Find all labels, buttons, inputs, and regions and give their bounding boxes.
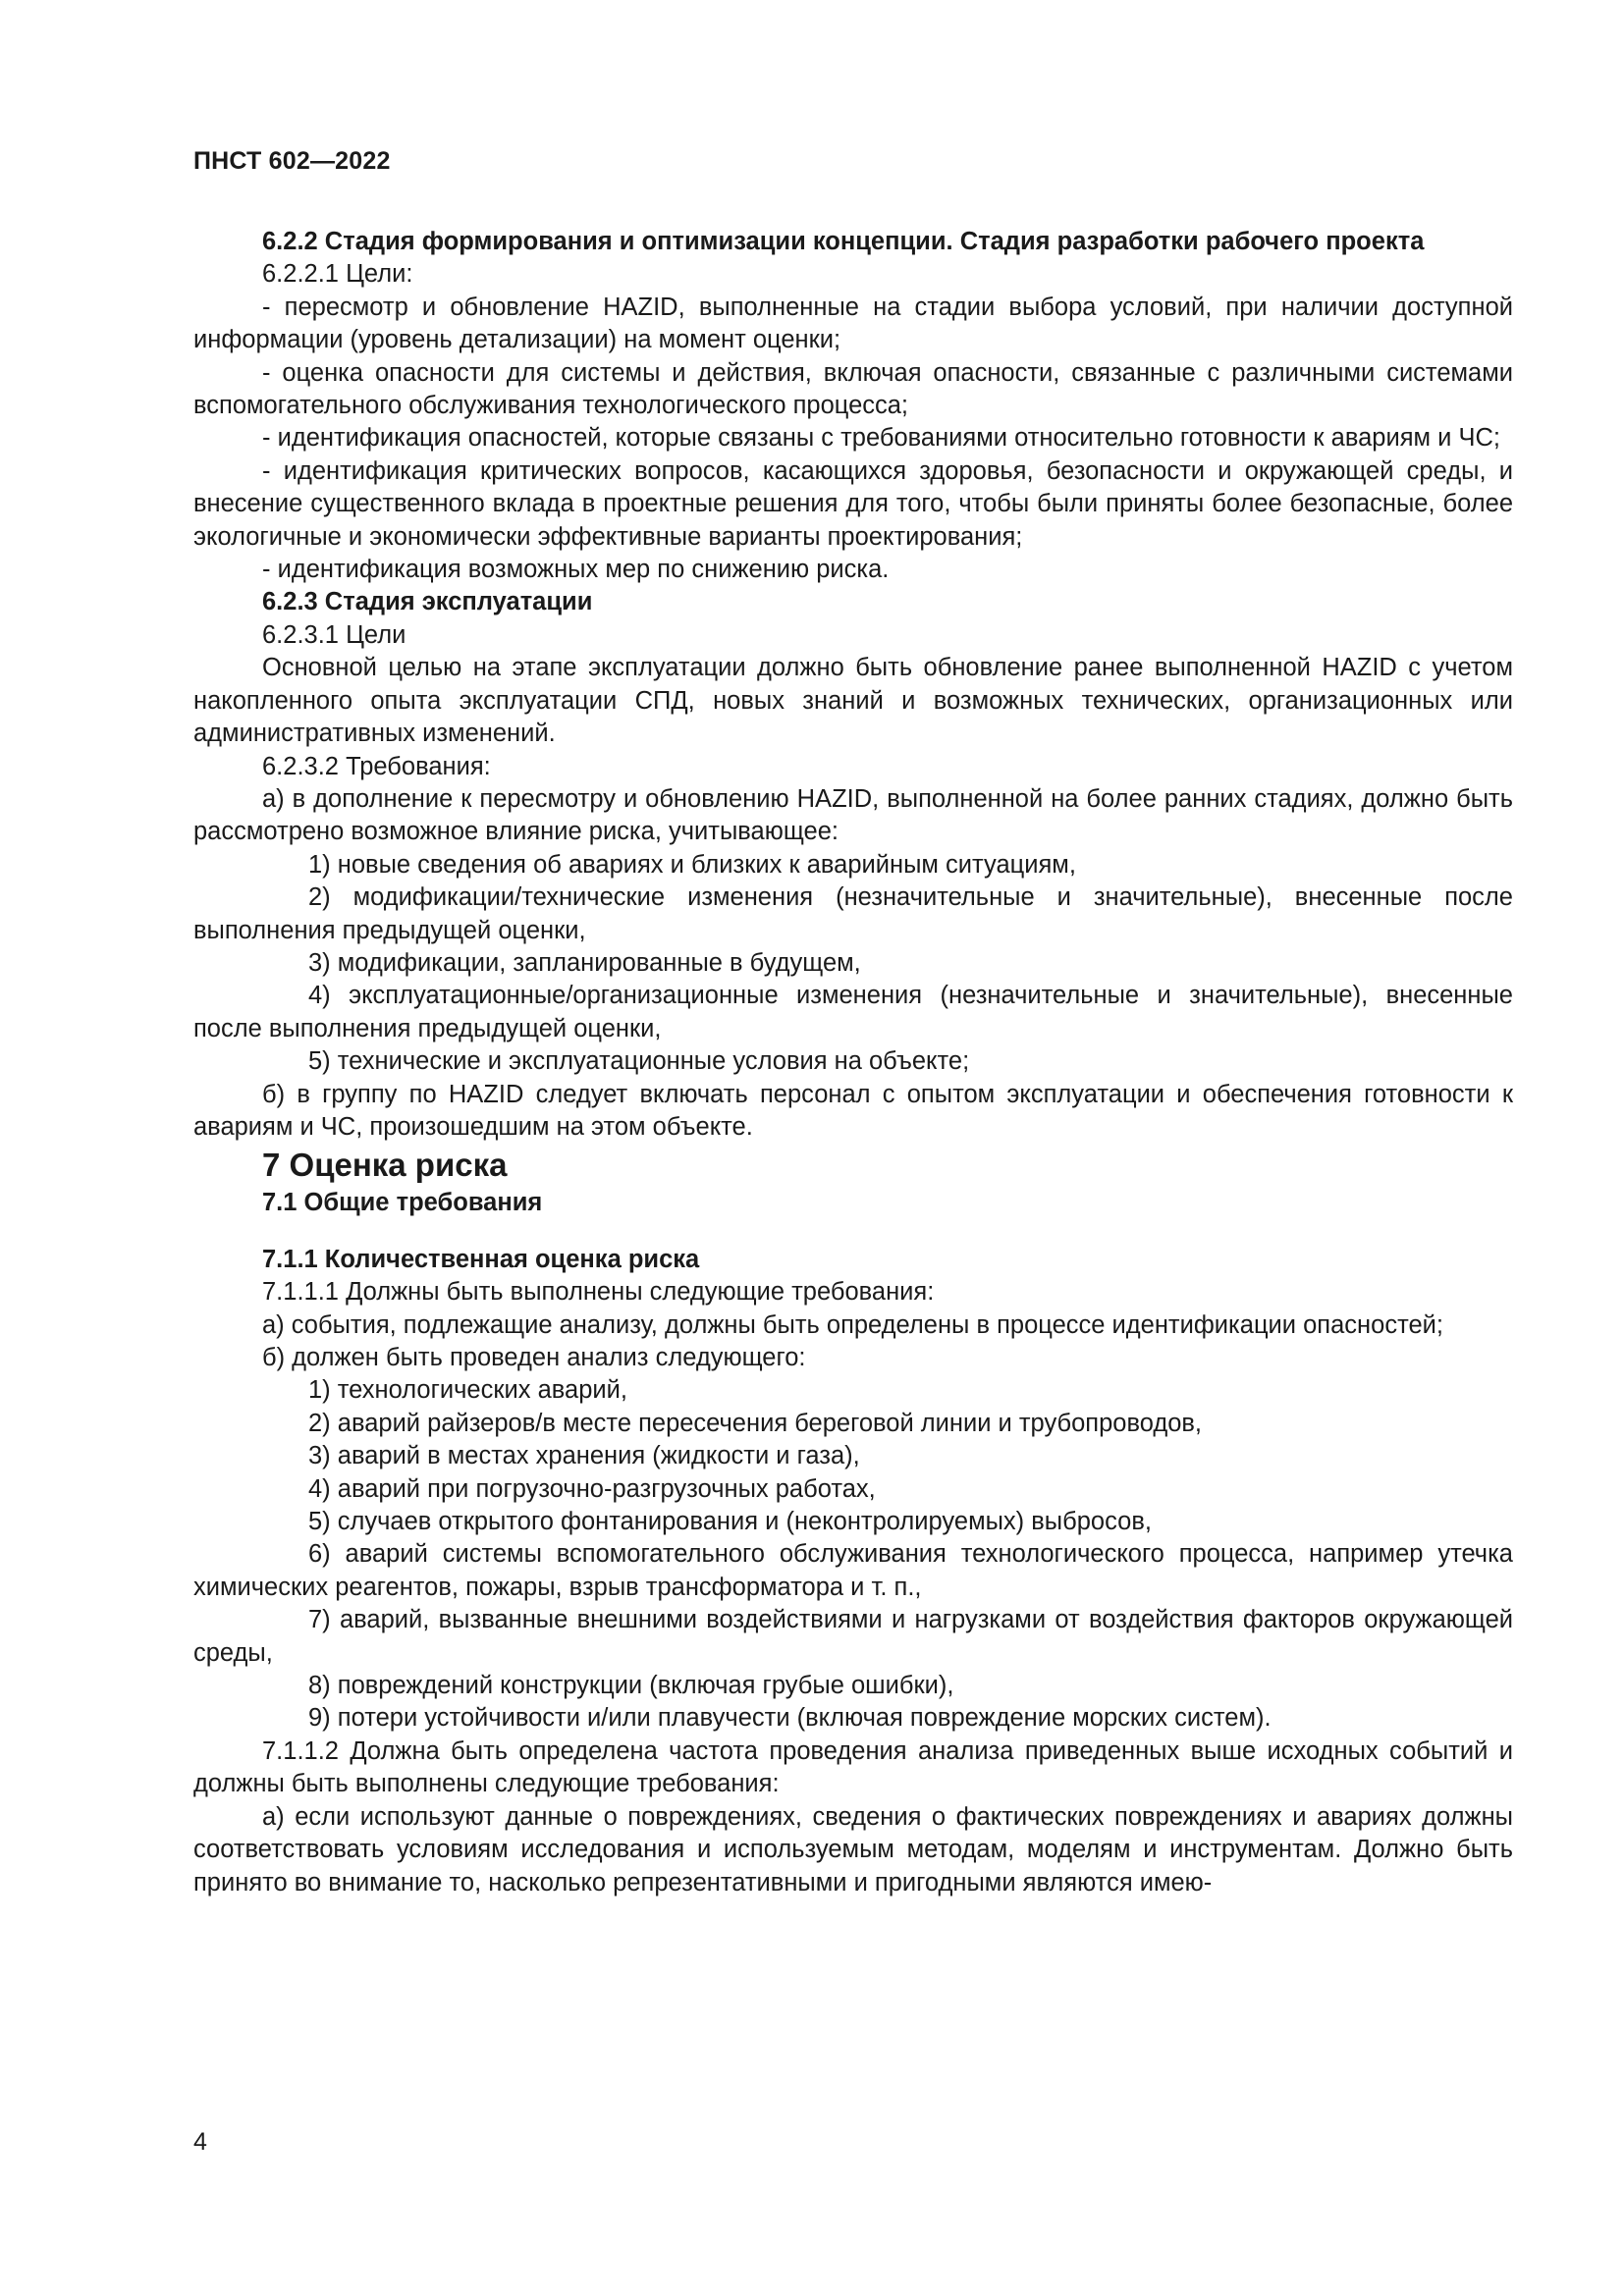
- requirement-item-b: б) в группу по HAZID следует включать персонал с опытом эксплуатации и обеспечения готовности к авариям и ЧС, произошедшим на этом объекте.: [193, 1080, 1513, 1141]
- requirement-subitem-3: 3) модификации, запланированные в будущем,: [308, 948, 861, 977]
- risk-item-b: б) должен быть проведен анализ следующего:: [262, 1344, 806, 1371]
- risk-subitem-7: 7) аварий, вызванные внешними воздействиями и нагрузками от воздействия факторов окружающей среды,: [193, 1606, 1513, 1667]
- goal-item-4: - идентификация критических вопросов, касающихся здоровья, безопасности и окружающей среды, и внесение существенного вклада в проектные решения для того, чтобы были приняты более безопасные, более экологичные и экономически эффективные варианты проектирования;: [193, 456, 1513, 551]
- risk-item-a: а) события, подлежащие анализу, должны быть определены в процессе идентификации опасностей;: [262, 1310, 1443, 1339]
- page-number: 4: [193, 2128, 207, 2156]
- section-7-1-1-2-text: 7.1.1.2 Должна быть определена частота проведения анализа приведенных выше исходных событий и должны быть выполнены следующие требования:: [193, 1736, 1513, 1798]
- risk-subitem-4: 4) аварий при погрузочно-разгрузочных работах,: [308, 1474, 876, 1503]
- risk-subitem-6: 6) аварий системы вспомогательного обслуживания технологического процесса, например утечка химических реагентов, пожары, взрыв трансформатора и т. п.,: [193, 1540, 1513, 1601]
- requirement-subitem-2: 2) модификации/технические изменения (незначительные и значительные), внесенные после выполнения предыдущей оценки,: [193, 883, 1513, 944]
- section-6-2-2-1-label: 6.2.2.1 Цели:: [262, 260, 413, 289]
- risk-subitem-2: 2) аварий райзеров/в месте пересечения береговой линии и трубопроводов,: [308, 1409, 1203, 1437]
- goal-item-3: - идентификация опасностей, которые связаны с требованиями относительно готовности к авариям и ЧС;: [262, 424, 1500, 453]
- section-6-2-2-title: 6.2.2 Стадия формирования и оптимизации концепции. Стадия разработки рабочего проекта: [262, 228, 1425, 255]
- requirement-item-a: а) в дополнение к пересмотру и обновлению HAZID, выполненной на более ранних стадиях, должно быть рассмотрено возможное влияние риска, учитывающее:: [193, 784, 1513, 846]
- section-6-2-3-2-label: 6.2.3.2 Требования:: [262, 752, 491, 780]
- section-7-1-1-title: 7.1.1 Количественная оценка риска: [262, 1245, 700, 1273]
- goal-item-2: - оценка опасности для системы и действия, включая опасности, связанные с различными системами вспомогательного обслуживания технологического процесса;: [193, 358, 1513, 420]
- section-7-1-title: 7.1 Общие требования: [262, 1189, 543, 1217]
- page-content: [193, 226, 1513, 1899]
- goal-item-5: - идентификация возможных мер по снижению риска.: [262, 556, 890, 584]
- document-code: ПНСТ 602—2022: [193, 147, 391, 175]
- requirement-subitem-4: 4) эксплуатационные/организационные изменения (незначительные и значительные), внесенные после выполнения предыдущей оценки,: [193, 982, 1513, 1042]
- risk-subitem-9: 9) потери устойчивости и/или плавучести (включая повреждение морских систем).: [308, 1704, 1272, 1733]
- goal-item-1: - пересмотр и обновление HAZID, выполненные на стадии выбора условий, при наличии доступной информации (уровень детализации) на момент оценки;: [193, 293, 1513, 354]
- risk-subitem-3: 3) аварий в местах хранения (жидкости и газа),: [308, 1442, 860, 1470]
- frequency-item-a: а) если используют данные о повреждениях, сведения о фактических повреждениях и авариях должны соответствовать условиям исследования и используемым методам, моделям и инструментам. Должно быть принято во внимание то, насколько репрезентативными и пригодными являются имею-: [193, 1802, 1513, 1896]
- section-7-title: 7 Оценка риска: [262, 1147, 508, 1184]
- section-6-2-3-title: 6.2.3 Стадия эксплуатации: [262, 588, 593, 616]
- risk-subitem-5: 5) случаев открытого фонтанирования и (неконтролируемых) выбросов,: [308, 1508, 1152, 1536]
- risk-subitem-1: 1) технологических аварий,: [308, 1376, 627, 1405]
- requirement-subitem-1: 1) новые сведения об авариях и близких к аварийным ситуациям,: [308, 850, 1076, 879]
- section-6-2-3-1-text: Основной целью на этапе эксплуатации должно быть обновление ранее выполненной HAZID с учетом накопленного опыта эксплуатации СПД, новых знаний и возможных технических, организационных или административных изменений.: [193, 654, 1513, 748]
- requirement-subitem-5: 5) технические и эксплуатационные условия на объекте;: [308, 1047, 970, 1076]
- section-6-2-3-1-label: 6.2.3.1 Цели: [262, 620, 406, 649]
- risk-subitem-8: 8) повреждений конструкции (включая грубые ошибки),: [308, 1672, 954, 1700]
- section-7-1-1-1-text: 7.1.1.1 Должны быть выполнены следующие требования:: [262, 1278, 935, 1307]
